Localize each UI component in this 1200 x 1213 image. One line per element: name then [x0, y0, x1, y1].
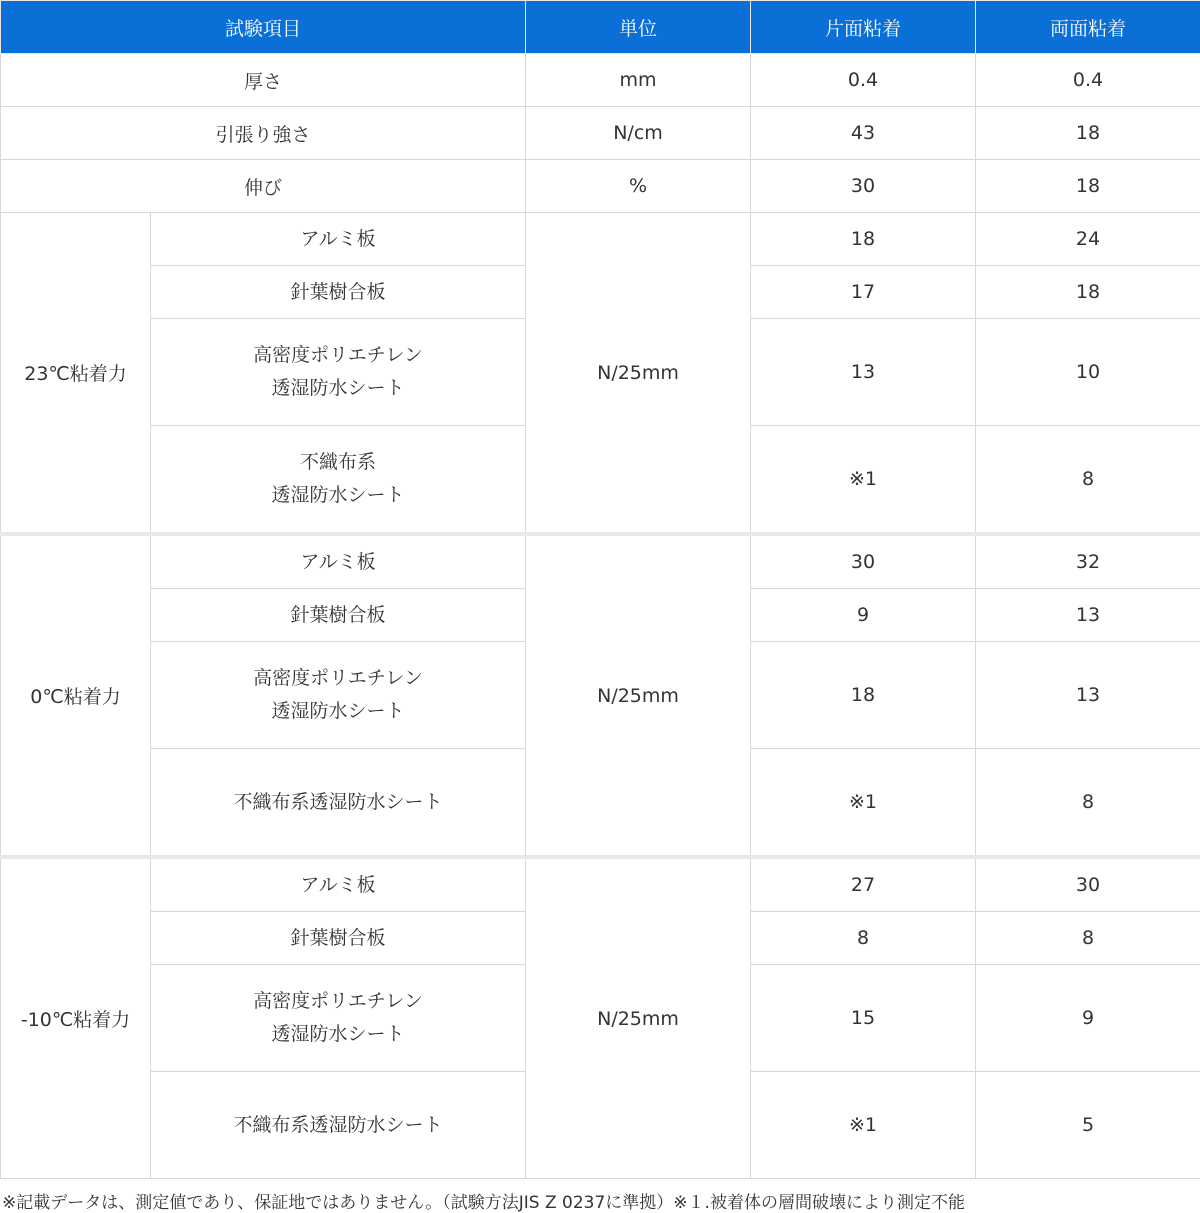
- substrate-label: [151, 266, 526, 319]
- row-double: 13: [976, 589, 1200, 642]
- substrate-line: アルミ板: [300, 551, 375, 573]
- group-unit: N/25mm: [526, 213, 751, 535]
- group-unit: N/25mm: [526, 534, 751, 857]
- row-double: 13: [976, 642, 1200, 749]
- row-single: ※1: [751, 426, 976, 535]
- adhesion-group-23c: [1, 213, 1200, 535]
- row-single: 8: [751, 912, 976, 965]
- basic-section: [1, 54, 1200, 213]
- row-single: 15: [751, 965, 976, 1072]
- table-row: [1, 534, 1200, 589]
- row-double: 8: [976, 912, 1200, 965]
- footnote: ※記載データは、測定値であり、保証地ではありません。（試験方法JIS Z 0237に準拠）※１.被着体の層間破壊により測定不能: [2, 1188, 965, 1213]
- header-item: 試験項目: [1, 1, 526, 54]
- substrate-line: 透湿防水シート: [151, 695, 525, 728]
- table-row: [1, 54, 1200, 107]
- adhesion-group-0c: [1, 534, 1200, 857]
- table-header: [1, 1, 1200, 54]
- row-double: 18: [976, 107, 1200, 160]
- row-item: 厚さ: [1, 54, 526, 107]
- row-double: 0.4: [976, 54, 1200, 107]
- row-single: 18: [751, 642, 976, 749]
- substrate-label: [151, 749, 526, 858]
- row-double: 30: [976, 857, 1200, 912]
- header-unit: 単位: [526, 1, 751, 54]
- header-double: 両面粘着: [976, 1, 1200, 54]
- substrate-label: [151, 857, 526, 912]
- substrate-label: [151, 534, 526, 589]
- substrate-line: 針葉樹合板: [291, 927, 386, 949]
- header-single: 片面粘着: [751, 1, 976, 54]
- row-single: ※1: [751, 1072, 976, 1179]
- group-label: -10℃粘着力: [1, 857, 151, 1179]
- substrate-line: 透湿防水シート: [151, 479, 525, 512]
- table-row: [1, 857, 1200, 912]
- row-double: 10: [976, 319, 1200, 426]
- table-row: [1, 107, 1200, 160]
- row-double: 5: [976, 1072, 1200, 1179]
- table-row: [1, 213, 1200, 266]
- row-double: 18: [976, 266, 1200, 319]
- row-double: 8: [976, 426, 1200, 535]
- substrate-line: 針葉樹合板: [291, 604, 386, 626]
- substrate-line: 高密度ポリエチレン: [151, 339, 525, 372]
- row-double: 24: [976, 213, 1200, 266]
- group-unit: N/25mm: [526, 857, 751, 1179]
- substrate-label: [151, 912, 526, 965]
- substrate-line: 透湿防水シート: [151, 372, 525, 405]
- substrate-line: アルミ板: [300, 228, 375, 250]
- row-single: 0.4: [751, 54, 976, 107]
- row-double: 18: [976, 160, 1200, 213]
- row-double: 8: [976, 749, 1200, 858]
- substrate-label: [151, 965, 526, 1072]
- substrate-line: 不織布系: [151, 446, 525, 479]
- substrate-line: アルミ板: [300, 874, 375, 896]
- row-single: 30: [751, 534, 976, 589]
- row-unit: %: [526, 160, 751, 213]
- row-unit: N/cm: [526, 107, 751, 160]
- substrate-line: 針葉樹合板: [291, 281, 386, 303]
- substrate-line: 不織布系透湿防水シート: [234, 1114, 443, 1136]
- row-single: 9: [751, 589, 976, 642]
- row-double: 32: [976, 534, 1200, 589]
- row-item: 引張り強さ: [1, 107, 526, 160]
- substrate-label: [151, 426, 526, 535]
- substrate-line: 透湿防水シート: [151, 1018, 525, 1051]
- group-label: 23℃粘着力: [1, 213, 151, 535]
- row-double: 9: [976, 965, 1200, 1072]
- row-single: ※1: [751, 749, 976, 858]
- substrate-label: [151, 642, 526, 749]
- table-row: [1, 160, 1200, 213]
- adhesion-group-minus10c: [1, 857, 1200, 1179]
- substrate-line: 高密度ポリエチレン: [151, 985, 525, 1018]
- row-unit: mm: [526, 54, 751, 107]
- substrate-label: [151, 319, 526, 426]
- row-single: 13: [751, 319, 976, 426]
- row-single: 30: [751, 160, 976, 213]
- substrate-line: 不織布系透湿防水シート: [234, 791, 443, 813]
- substrate-label: [151, 1072, 526, 1179]
- row-item: 伸び: [1, 160, 526, 213]
- substrate-label: [151, 213, 526, 266]
- row-single: 17: [751, 266, 976, 319]
- row-single: 18: [751, 213, 976, 266]
- row-single: 27: [751, 857, 976, 912]
- substrate-label: [151, 589, 526, 642]
- row-single: 43: [751, 107, 976, 160]
- group-label: 0℃粘着力: [1, 534, 151, 857]
- substrate-line: 高密度ポリエチレン: [151, 662, 525, 695]
